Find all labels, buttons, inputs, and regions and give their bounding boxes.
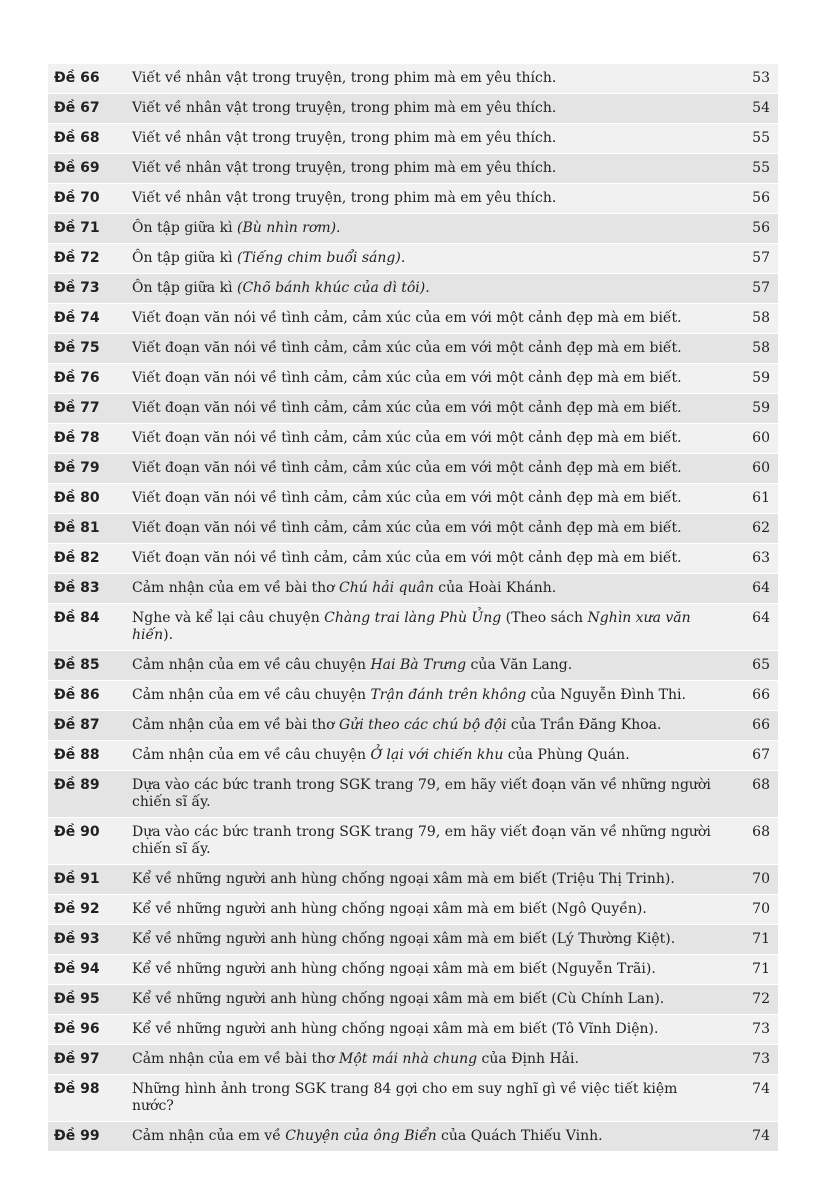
toc-row: [48, 818, 778, 865]
title-segment: Kể về những người anh hùng chống ngoại xâm mà em biết (Lý Thường Kiệt).: [132, 931, 676, 947]
title-segment: Viết đoạn văn nói về tình cảm, cảm xúc của em với một cảnh đẹp mà em biết.: [132, 400, 682, 416]
title-segment: Viết về nhân vật trong truyện, trong phim mà em yêu thích.: [132, 160, 557, 176]
exercise-title: [132, 865, 730, 894]
toc-row: [48, 514, 778, 544]
exercise-code: Đề 70: [54, 190, 100, 206]
exercise-code: Đề 99: [54, 1128, 100, 1144]
exercise-code: Đề 89: [54, 777, 100, 793]
page-number: 66: [752, 687, 770, 703]
exercise-code: Đề 94: [54, 961, 100, 977]
toc-row: [48, 154, 778, 184]
exercise-title: [132, 424, 730, 453]
exercise-code: Đề 76: [54, 370, 100, 386]
exercise-code: Đề 72: [54, 250, 100, 266]
exercise-title: [132, 154, 730, 183]
exercise-title: [132, 985, 730, 1014]
exercise-title: [132, 1122, 730, 1151]
page-number: 56: [752, 190, 770, 206]
toc-row: [48, 94, 778, 124]
title-segment: của Nguyễn Đình Thi.: [526, 687, 686, 703]
title-segment: Ôn tập giữa kì: [132, 280, 237, 296]
title-segment: Viết đoạn văn nói về tình cảm, cảm xúc của em với một cảnh đẹp mà em biết.: [132, 460, 682, 476]
exercise-title: [132, 955, 730, 984]
toc-row: [48, 865, 778, 895]
toc-row: [48, 955, 778, 985]
page-number: 64: [752, 610, 770, 626]
italic-title-segment: (Chõ bánh khúc của dì tôi).: [237, 280, 430, 296]
page-number: 60: [752, 460, 770, 476]
page-number: 68: [752, 824, 770, 840]
exercise-title: [132, 818, 730, 864]
title-segment: Viết về nhân vật trong truyện, trong phim mà em yêu thích.: [132, 100, 557, 116]
italic-title-segment: Gửi theo các chú bộ đội: [339, 717, 507, 733]
title-segment: Cảm nhận của em về bài thơ: [132, 717, 340, 733]
exercise-code: Đề 81: [54, 520, 100, 536]
toc-row: [48, 424, 778, 454]
page-number: 62: [752, 520, 770, 536]
title-segment: của Phùng Quán.: [503, 747, 630, 763]
exercise-code: Đề 86: [54, 687, 100, 703]
title-segment: Kể về những người anh hùng chống ngoại xâm mà em biết (Tô Vĩnh Diện).: [132, 1021, 659, 1037]
exercise-title: [132, 454, 730, 483]
toc-row: [48, 925, 778, 955]
title-segment: Dựa vào các bức tranh trong SGK trang 79, em hãy viết đoạn văn về những người chiến sĩ ấy.: [132, 824, 711, 857]
exercise-title: [132, 364, 730, 393]
title-segment: Kể về những người anh hùng chống ngoại xâm mà em biết (Triệu Thị Trinh).: [132, 871, 675, 887]
toc-row: [48, 334, 778, 364]
toc-row: [48, 1045, 778, 1075]
page-number: 55: [752, 160, 770, 176]
title-segment: Kể về những người anh hùng chống ngoại xâm mà em biết (Nguyễn Trãi).: [132, 961, 656, 977]
exercise-code: Đề 92: [54, 901, 100, 917]
title-segment: Viết về nhân vật trong truyện, trong phim mà em yêu thích.: [132, 190, 557, 206]
page-number: 74: [752, 1081, 770, 1097]
exercise-code: Đề 77: [54, 400, 100, 416]
table-of-contents: [48, 64, 778, 1152]
exercise-code: Đề 79: [54, 460, 100, 476]
page-number: 70: [752, 871, 770, 887]
toc-row: [48, 711, 778, 741]
exercise-title: [132, 544, 730, 573]
page-number: 61: [752, 490, 770, 506]
title-segment: (Theo sách: [501, 610, 588, 626]
exercise-title: [132, 244, 730, 273]
italic-title-segment: Nghìn xưa văn hiến: [132, 610, 691, 643]
title-segment: Cảm nhận của em về câu chuyện: [132, 657, 371, 673]
toc-row: [48, 274, 778, 304]
title-segment: của Quách Thiếu Vinh.: [436, 1128, 603, 1144]
exercise-title: [132, 711, 730, 740]
title-segment: ).: [163, 627, 174, 643]
exercise-code: Đề 88: [54, 747, 100, 763]
toc-row: [48, 544, 778, 574]
title-segment: Viết đoạn văn nói về tình cảm, cảm xúc của em với một cảnh đẹp mà em biết.: [132, 340, 682, 356]
title-segment: của Trần Đăng Khoa.: [506, 717, 662, 733]
exercise-title: [132, 1015, 730, 1044]
exercise-code: Đề 73: [54, 280, 100, 296]
exercise-title: [132, 741, 730, 770]
exercise-code: Đề 67: [54, 100, 100, 116]
exercise-code: Đề 82: [54, 550, 100, 566]
title-segment: Ôn tập giữa kì: [132, 220, 237, 236]
exercise-code: Đề 80: [54, 490, 100, 506]
page-number: 58: [752, 310, 770, 326]
toc-row: [48, 244, 778, 274]
italic-title-segment: Chàng trai làng Phù Ủng: [324, 610, 502, 626]
exercise-code: Đề 87: [54, 717, 100, 733]
page-number: 71: [752, 961, 770, 977]
exercise-title: [132, 64, 730, 93]
exercise-code: Đề 68: [54, 130, 100, 146]
exercise-code: Đề 90: [54, 824, 100, 840]
title-segment: Viết về nhân vật trong truyện, trong phim mà em yêu thích.: [132, 70, 557, 86]
toc-row: [48, 985, 778, 1015]
toc-row: [48, 1075, 778, 1122]
page-number: 66: [752, 717, 770, 733]
exercise-code: Đề 85: [54, 657, 100, 673]
exercise-title: [132, 1045, 730, 1074]
exercise-title: [132, 94, 730, 123]
exercise-title: [132, 514, 730, 543]
exercise-title: [132, 124, 730, 153]
toc-row: [48, 604, 778, 651]
exercise-title: [132, 214, 730, 243]
toc-row: [48, 651, 778, 681]
page-number: 73: [752, 1051, 770, 1067]
exercise-code: Đề 95: [54, 991, 100, 1007]
page-number: 59: [752, 370, 770, 386]
title-segment: Nghe và kể lại câu chuyện: [132, 610, 325, 626]
title-segment: Dựa vào các bức tranh trong SGK trang 79, em hãy viết đoạn văn về những người chiến sĩ ấy.: [132, 777, 711, 810]
title-segment: Viết đoạn văn nói về tình cảm, cảm xúc của em với một cảnh đẹp mà em biết.: [132, 490, 682, 506]
title-segment: Ôn tập giữa kì: [132, 250, 237, 266]
title-segment: Viết đoạn văn nói về tình cảm, cảm xúc của em với một cảnh đẹp mà em biết.: [132, 430, 682, 446]
toc-row: [48, 124, 778, 154]
title-segment: Viết đoạn văn nói về tình cảm, cảm xúc của em với một cảnh đẹp mà em biết.: [132, 520, 682, 536]
toc-row: [48, 64, 778, 94]
exercise-title: [132, 681, 730, 710]
title-segment: của Văn Lang.: [466, 657, 573, 673]
page-number: 67: [752, 747, 770, 763]
exercise-title: [132, 604, 730, 650]
title-segment: Cảm nhận của em về: [132, 1128, 286, 1144]
exercise-title: [132, 334, 730, 363]
exercise-title: [132, 304, 730, 333]
toc-row: [48, 1122, 778, 1152]
page-number: 73: [752, 1021, 770, 1037]
title-segment: Những hình ảnh trong SGK trang 84 gợi cho em suy nghĩ gì về việc tiết kiệm nước?: [132, 1081, 678, 1114]
page-number: 56: [752, 220, 770, 236]
toc-row: [48, 681, 778, 711]
exercise-code: Đề 91: [54, 871, 100, 887]
page-number: 53: [752, 70, 770, 86]
toc-row: [48, 1015, 778, 1045]
exercise-code: Đề 83: [54, 580, 100, 596]
exercise-title: [132, 394, 730, 423]
toc-row: [48, 895, 778, 925]
exercise-title: [132, 274, 730, 303]
exercise-title: [132, 771, 730, 817]
page-number: 63: [752, 550, 770, 566]
exercise-code: Đề 66: [54, 70, 100, 86]
page-number: 57: [752, 250, 770, 266]
toc-row: [48, 184, 778, 214]
italic-title-segment: Hai Bà Trưng: [370, 657, 467, 673]
exercise-code: Đề 93: [54, 931, 100, 947]
exercise-code: Đề 97: [54, 1051, 100, 1067]
title-segment: của Hoài Khánh.: [433, 580, 557, 596]
title-segment: Kể về những người anh hùng chống ngoại xâm mà em biết (Ngô Quyền).: [132, 901, 647, 917]
exercise-title: [132, 484, 730, 513]
title-segment: Cảm nhận của em về bài thơ: [132, 1051, 340, 1067]
toc-row: [48, 741, 778, 771]
page-number: 65: [752, 657, 770, 673]
page-number: 71: [752, 931, 770, 947]
italic-title-segment: (Tiếng chim buổi sáng).: [237, 250, 406, 266]
italic-title-segment: Một mái nhà chung: [339, 1051, 478, 1067]
page-number: 74: [752, 1128, 770, 1144]
exercise-title: [132, 1075, 730, 1121]
title-segment: Viết đoạn văn nói về tình cảm, cảm xúc của em với một cảnh đẹp mà em biết.: [132, 310, 682, 326]
exercise-code: Đề 75: [54, 340, 100, 356]
title-segment: Cảm nhận của em về câu chuyện: [132, 687, 371, 703]
exercise-code: Đề 96: [54, 1021, 100, 1037]
toc-row: [48, 484, 778, 514]
exercise-title: [132, 925, 730, 954]
italic-title-segment: Chuyện của ông Biển: [285, 1128, 437, 1144]
page-number: 57: [752, 280, 770, 296]
toc-row: [48, 394, 778, 424]
page-number: 72: [752, 991, 770, 1007]
page-number: 59: [752, 400, 770, 416]
toc-row: [48, 574, 778, 604]
exercise-title: [132, 895, 730, 924]
exercise-title: [132, 184, 730, 213]
page-number: 64: [752, 580, 770, 596]
page-number: 70: [752, 901, 770, 917]
page-number: 58: [752, 340, 770, 356]
toc-row: [48, 304, 778, 334]
exercise-code: Đề 74: [54, 310, 100, 326]
exercise-title: [132, 651, 730, 680]
title-segment: Cảm nhận của em về câu chuyện: [132, 747, 371, 763]
exercise-code: Đề 71: [54, 220, 100, 236]
exercise-code: Đề 84: [54, 610, 100, 626]
page-number: 54: [752, 100, 770, 116]
title-segment: của Định Hải.: [477, 1051, 579, 1067]
exercise-code: Đề 98: [54, 1081, 100, 1097]
italic-title-segment: (Bù nhìn rơm).: [237, 220, 341, 236]
title-segment: Viết đoạn văn nói về tình cảm, cảm xúc của em với một cảnh đẹp mà em biết.: [132, 550, 682, 566]
title-segment: Viết về nhân vật trong truyện, trong phim mà em yêu thích.: [132, 130, 557, 146]
italic-title-segment: Chú hải quân: [339, 580, 434, 596]
italic-title-segment: Trận đánh trên không: [370, 687, 527, 703]
toc-row: [48, 771, 778, 818]
exercise-code: Đề 69: [54, 160, 100, 176]
toc-row: [48, 454, 778, 484]
page-number: 55: [752, 130, 770, 146]
exercise-title: [132, 574, 730, 603]
title-segment: Kể về những người anh hùng chống ngoại xâm mà em biết (Cù Chính Lan).: [132, 991, 665, 1007]
title-segment: Cảm nhận của em về bài thơ: [132, 580, 340, 596]
exercise-code: Đề 78: [54, 430, 100, 446]
title-segment: Viết đoạn văn nói về tình cảm, cảm xúc của em với một cảnh đẹp mà em biết.: [132, 370, 682, 386]
toc-row: [48, 214, 778, 244]
italic-title-segment: Ở lại với chiến khu: [370, 747, 504, 763]
page-number: 60: [752, 430, 770, 446]
toc-row: [48, 364, 778, 394]
page-number: 68: [752, 777, 770, 793]
